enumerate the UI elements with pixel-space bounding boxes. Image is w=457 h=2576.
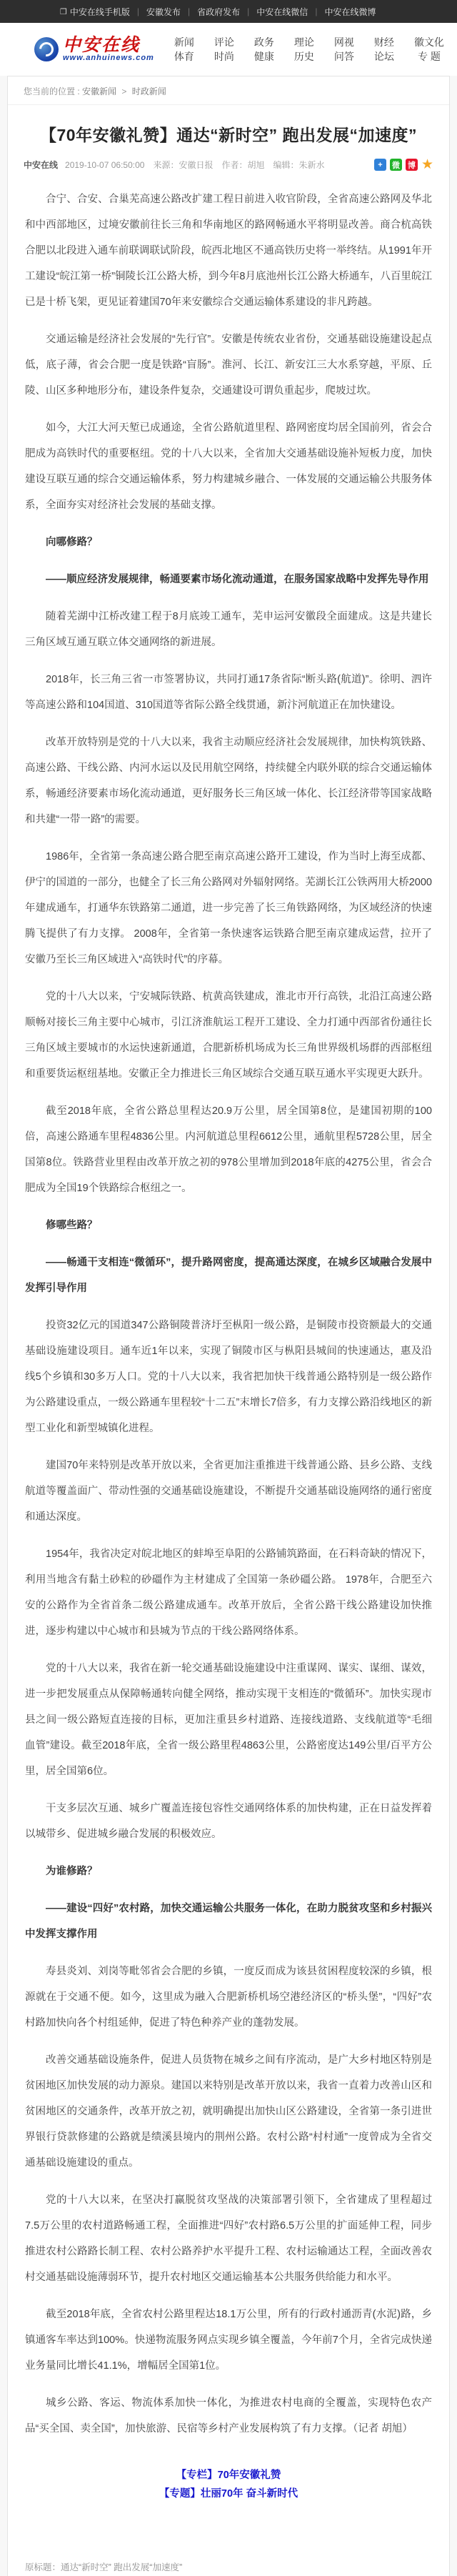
article-paragraph: 改善交通基础设施条件，促进人员货物在城乡之间有序流动，是广大乡村地区特别是贫困地区加快发展的动力源泉。建国以来特别是改革开放以来，我省一直着力改善山区和贫困地区的交通条件，改革开放之初，就明确提出加快山区公路建设，全省第一条引进世界银行贷款修建的公路就是绩溪县境内的荆州公路。农村公路“村村通”一度曾成为全省交通基础设施建设的重点。 <box>25 2054 432 2169</box>
logo-url: www.anhuinews.com <box>63 54 154 63</box>
share-buttons <box>374 159 433 171</box>
section-heading: 为谁修路？ <box>46 1866 98 1877</box>
meta-author: 作者：胡旭 <box>221 160 265 170</box>
meta-datetime: 2019-10-07 06:50:00 <box>65 159 145 170</box>
article-paragraph: 党的十八大以来，宁安城际铁路、杭黄高铁建成，淮北市开行高铁，北沿江高速公路顺畅对接长三角主要中心城市，引江济淮航运工程开工建设、全力打通中西部省份通往长三角区域主要城市的水运快速新通道，合肥新桥机场成为长三角世界级机场群的西部枢纽和重要货运枢纽基地。安徽正全力推进长三角区域综合交通互联互通水平实现更大跃升。 <box>25 991 432 1080</box>
topbar-divider: | <box>136 6 140 16</box>
breadcrumb-link-subsection[interactable]: 时政新闻 <box>131 86 166 96</box>
logo-swirl-icon <box>34 37 59 61</box>
site-logo[interactable] <box>34 36 154 63</box>
article-paragraph: 投资32亿元的国道347公路铜陵普济圩至枞阳一级公路，是铜陵市投资额最大的交通基础设施建设项目。通车近1年以来，实现了铜陵市区与枞阳县城间的快速通达，惠及沿线5个乡镇和30多万人口。党的十八大以来，我省把加快干线普通公路特别是一级公路作为公路建设重点，一级公路通车里程较“十二五”末增长7倍多，有力支撑公路沿线地区的新型工业化和新型城镇化进程。 <box>25 1320 432 1434</box>
section-heading: 修哪些路？ <box>46 1220 98 1231</box>
article-paragraph: 合宁、合安、合巢芜高速公路改扩建工程日前进入收官阶段，全省高速公路网及华北和中西部地区，过境安徽前往长三角和华南地区的路网畅通水平将明显改善。商合杭高铁合肥以北段进入通车前联调联试阶段，皖西北地区不通高铁历史将一举终结。从1991年开工建设“皖江第一桥”铜陵长江公路大桥，到今年8月底池州长江公路大桥通车，八百里皖江已是十桥飞架，更见证着建国70年来安徽综合交通运输体系建设的非凡跨越。 <box>25 194 432 308</box>
section-subheading: ——建设“四好”农村路，加快交通运输公共服务一体化，在助力脱贫攻坚和乡村振兴中发挥支撑作用 <box>25 1903 432 1940</box>
article-paragraph: 截至2018年底，全省公路总里程达20.9万公里，居全国第8位，是建国初期的100倍，高速公路通车里程4836公里。内河航道总里程6612公里，通航里程5728公里，居全国第8位。铁路营业里程由改革开放之初的978公里增加到2018年底的4275公里，省会合肥成为全国19个铁路综合枢纽之一。 <box>25 1105 432 1194</box>
meta-editor: 编辑：朱新水 <box>273 160 325 170</box>
topbar-link[interactable]: ❒ 中安在线手机版 <box>60 6 130 17</box>
breadcrumb-prefix: 您当前的位置 : <box>24 86 80 96</box>
nav-item-财经[interactable]: 财经 论坛 <box>373 36 394 62</box>
topbar-divider: | <box>247 6 250 16</box>
article-paragraph: 城乡公路、客运、物流体系加快一体化，为推进农村电商的全覆盖，实现特色农产品“买全国、卖全国”，加快旅游、民宿等乡村产业发展构筑了有力支撑。（记者 胡旭） <box>25 2397 432 2435</box>
article-paragraph: 1954年，我省决定对皖北地区的蚌埠至阜阳的公路铺筑路面，在石料奇缺的情况下，利用当地含有黏土砂粒的砂礓作为主材建成了全国第一条砂礓公路。 1978年，合肥至六安的公路作为全省首条二级公路建成通车。改革开放后，全省公路干线公路建设加快推进，逐步构建以中心城市和县城为节点的干线公路网络体系。 <box>25 1548 432 1637</box>
nav-item-网视[interactable]: 网视 问答 <box>333 36 354 62</box>
nav-item-理论[interactable]: 理论 历史 <box>293 36 314 62</box>
related-topic-links <box>25 2466 432 2503</box>
article-paragraph: 党的十八大以来，在坚决打赢脱贫攻坚战的决策部署引领下，全省建成了里程超过7.5万公里的农村道路畅通工程，全面推进“四好”农村路6.5万公里的扩面延伸工程，同步推进农村公路路长制工程、农村公路养护水平提升工程、农村运输通达工程，全面改善农村交通基础设施薄弱环节，提升农村地区交通运输基本公共服务供给能力和水平。 <box>25 2194 432 2283</box>
topbar-link[interactable]: 省政府发布 <box>197 6 241 17</box>
site-header <box>0 23 457 76</box>
meta-site: 中安在线 <box>24 160 59 170</box>
article-paragraph: 党的十八大以来，我省在新一轮交通基础设施建设中注重谋网、谋实、谋细、谋效，进一步把发展重点从保障畅通转向健全网络，推动实现干支相连的“微循环”。加快实现市县之间一级公路短直连接的目标，更加注重县乡村道路、连接线道路、支线航道等“毛细血管”建设。截至2018年底，全省一级公路里程4863公里，公路密度达149公里/百平方公里，居全国第6位。 <box>25 1663 432 1777</box>
article-paragraph: 截至2018年底，全省农村公路里程达18.1万公里，所有的行政村通沥青(水泥)路，乡镇通客车率达到100%。快递物流服务网点实现乡镇全覆盖，今年前7个月，全省完成快递业务量同比增长41.1%，增幅居全国第1位。 <box>25 2309 432 2372</box>
section-subheading: ——畅通干支相连“微循环”，提升路网密度，提高通达深度，在城乡区域融合发展中发挥引导作用 <box>25 1257 432 1294</box>
topbar-link[interactable]: 中安在线微信 <box>256 6 308 17</box>
share-plus-icon[interactable]: + <box>374 159 386 171</box>
article-paragraph: 1986年，全省第一条高速公路合肥至南京高速公路开工建设，作为当时上海至成都、伊宁的国道的一部分，也健全了长三角公路网对外辐射网络。芜湖长江公铁两用大桥2000年建成通车，打通华东铁路第二通道，进一步完善了长三角铁路网络，为区域经济的快速腾飞提供了有力支撑。 2008年，全省第一条快速客运铁路合肥至南京建成运营，拉开了安徽乃至长三角区域进入“高铁时代”的序幕。 <box>25 851 432 965</box>
article-paragraph: 建国70年来特别是改革开放以来，全省更加注重推进干线普通公路、县乡公路、支线航道等覆盖面广、带动性强的交通基础设施建设，不断提升交通基础设施网络的通行密度和通达深度。 <box>25 1460 432 1523</box>
nav-item-政务[interactable]: 政务 健康 <box>253 36 274 62</box>
nav-item-徽文化[interactable]: 徽文化 专 题 <box>413 36 444 62</box>
content-card <box>7 76 450 2576</box>
mobile-phone-icon: ❒ <box>60 7 67 16</box>
top-links-bar <box>0 0 457 23</box>
wechat-icon[interactable]: 微 <box>390 159 402 171</box>
breadcrumb-separator: > <box>121 86 127 96</box>
article-paragraph: 随着芜湖中江桥改建工程于8月底竣工通车，芜申运河安徽段全面建成。这是共建长三角区域互通互联立体交通网络的新进展。 <box>25 611 432 648</box>
weibo-icon[interactable]: 博 <box>406 159 418 171</box>
breadcrumb <box>8 76 449 105</box>
meta-source: 来源：安徽日报 <box>153 160 214 170</box>
special-topic-link[interactable]: 【专栏】70年安徽礼赞 <box>176 2470 281 2481</box>
article-paragraph: 干支多层次互通、城乡广覆盖连接包容性交通网络体系的加快构建，正在日益发挥着以城带乡、促进城乡融合发展的积极效应。 <box>25 1803 432 1840</box>
section-subheading: ——顺应经济发展规律，畅通要素市场化流动通道，在服务国家战略中发挥先导作用 <box>46 574 429 585</box>
topbar-link[interactable]: 中安在线微博 <box>324 6 376 17</box>
logo-title: 中安在线 <box>63 35 141 56</box>
nav-item-评论[interactable]: 评论 时尚 <box>214 36 234 62</box>
article-paragraph: 2018年，长三角三省一市签署协议，共同打通17条省际“断头路(航道)”。徐明、泗许等高速公路和104国道、310国道等省际公路全线贯通，新汴河航道正在加快建设。 <box>25 674 432 711</box>
favorite-star-icon[interactable]: ★ <box>421 157 434 172</box>
topbar-divider: | <box>188 6 191 16</box>
article-body <box>8 181 449 2517</box>
section-heading: 向哪修路？ <box>46 537 98 548</box>
nav-item-新闻[interactable]: 新闻 体育 <box>174 36 194 62</box>
main-nav <box>174 35 450 64</box>
special-topic-link[interactable]: 【专题】壮丽70年 奋斗新时代 <box>159 2488 298 2500</box>
article-paragraph: 如今，大江大河天堑已成通途，全省公路航道里程、路网密度均居全国前列，省会合肥成为高铁时代的重要枢纽。党的十八大以来，全省加大交通基础设施补短板力度，加快建设互联互通的综合交通运输体系，努力构建城乡融合、一体发展的交通运输公共服务体系，全面夯实对经济社会发展的基础支撑。 <box>25 422 432 511</box>
article-title: 【70年安徽礼赞】通达“新时空” 跑出发展“加速度” <box>40 126 417 144</box>
article-paragraph: 改革开放特别是党的十八大以来，我省主动顺应经济社会发展规律，加快构筑铁路、高速公路、干线公路、内河水运以及民用航空网络，持续健全内联外联的综合交通运输体系，畅通经济要素市场化流动通道，更好服务长三角区域一体化、长江经济带等国家战略和共建“一带一路”的需要。 <box>25 737 432 825</box>
article-paragraph: 寿县炎刘、刘岗等毗邻省会合肥的乡镇，一度反而成为该县贫困程度较深的乡镇，根源就在于交通不便。如今，这里成为融入合肥新桥机场空港经济区的“桥头堡”，“四好”农村路加快向各个村组延伸，促进了特色种养产业的蓬勃发展。 <box>25 1966 432 2029</box>
breadcrumb-link-section[interactable]: 安徽新闻 <box>82 86 117 96</box>
original-title-note: 原标题：通达“新时空” 跑出发展“加速度” <box>25 2562 183 2572</box>
topbar-divider: | <box>315 6 318 16</box>
article-paragraph: 交通运输是经济社会发展的“先行官”。安徽是传统农业省份，交通基础设施建设起点低，底子薄，省会合肥一度是铁路“盲肠”。淮河、长江、新安江三大水系穿越，平原、丘陵、山区多种地形分布，建设条件复杂，交通建设可谓负重起步，爬坡过坎。 <box>25 334 432 397</box>
topbar-link[interactable]: 安徽发布 <box>146 6 181 17</box>
article-meta <box>8 157 449 181</box>
